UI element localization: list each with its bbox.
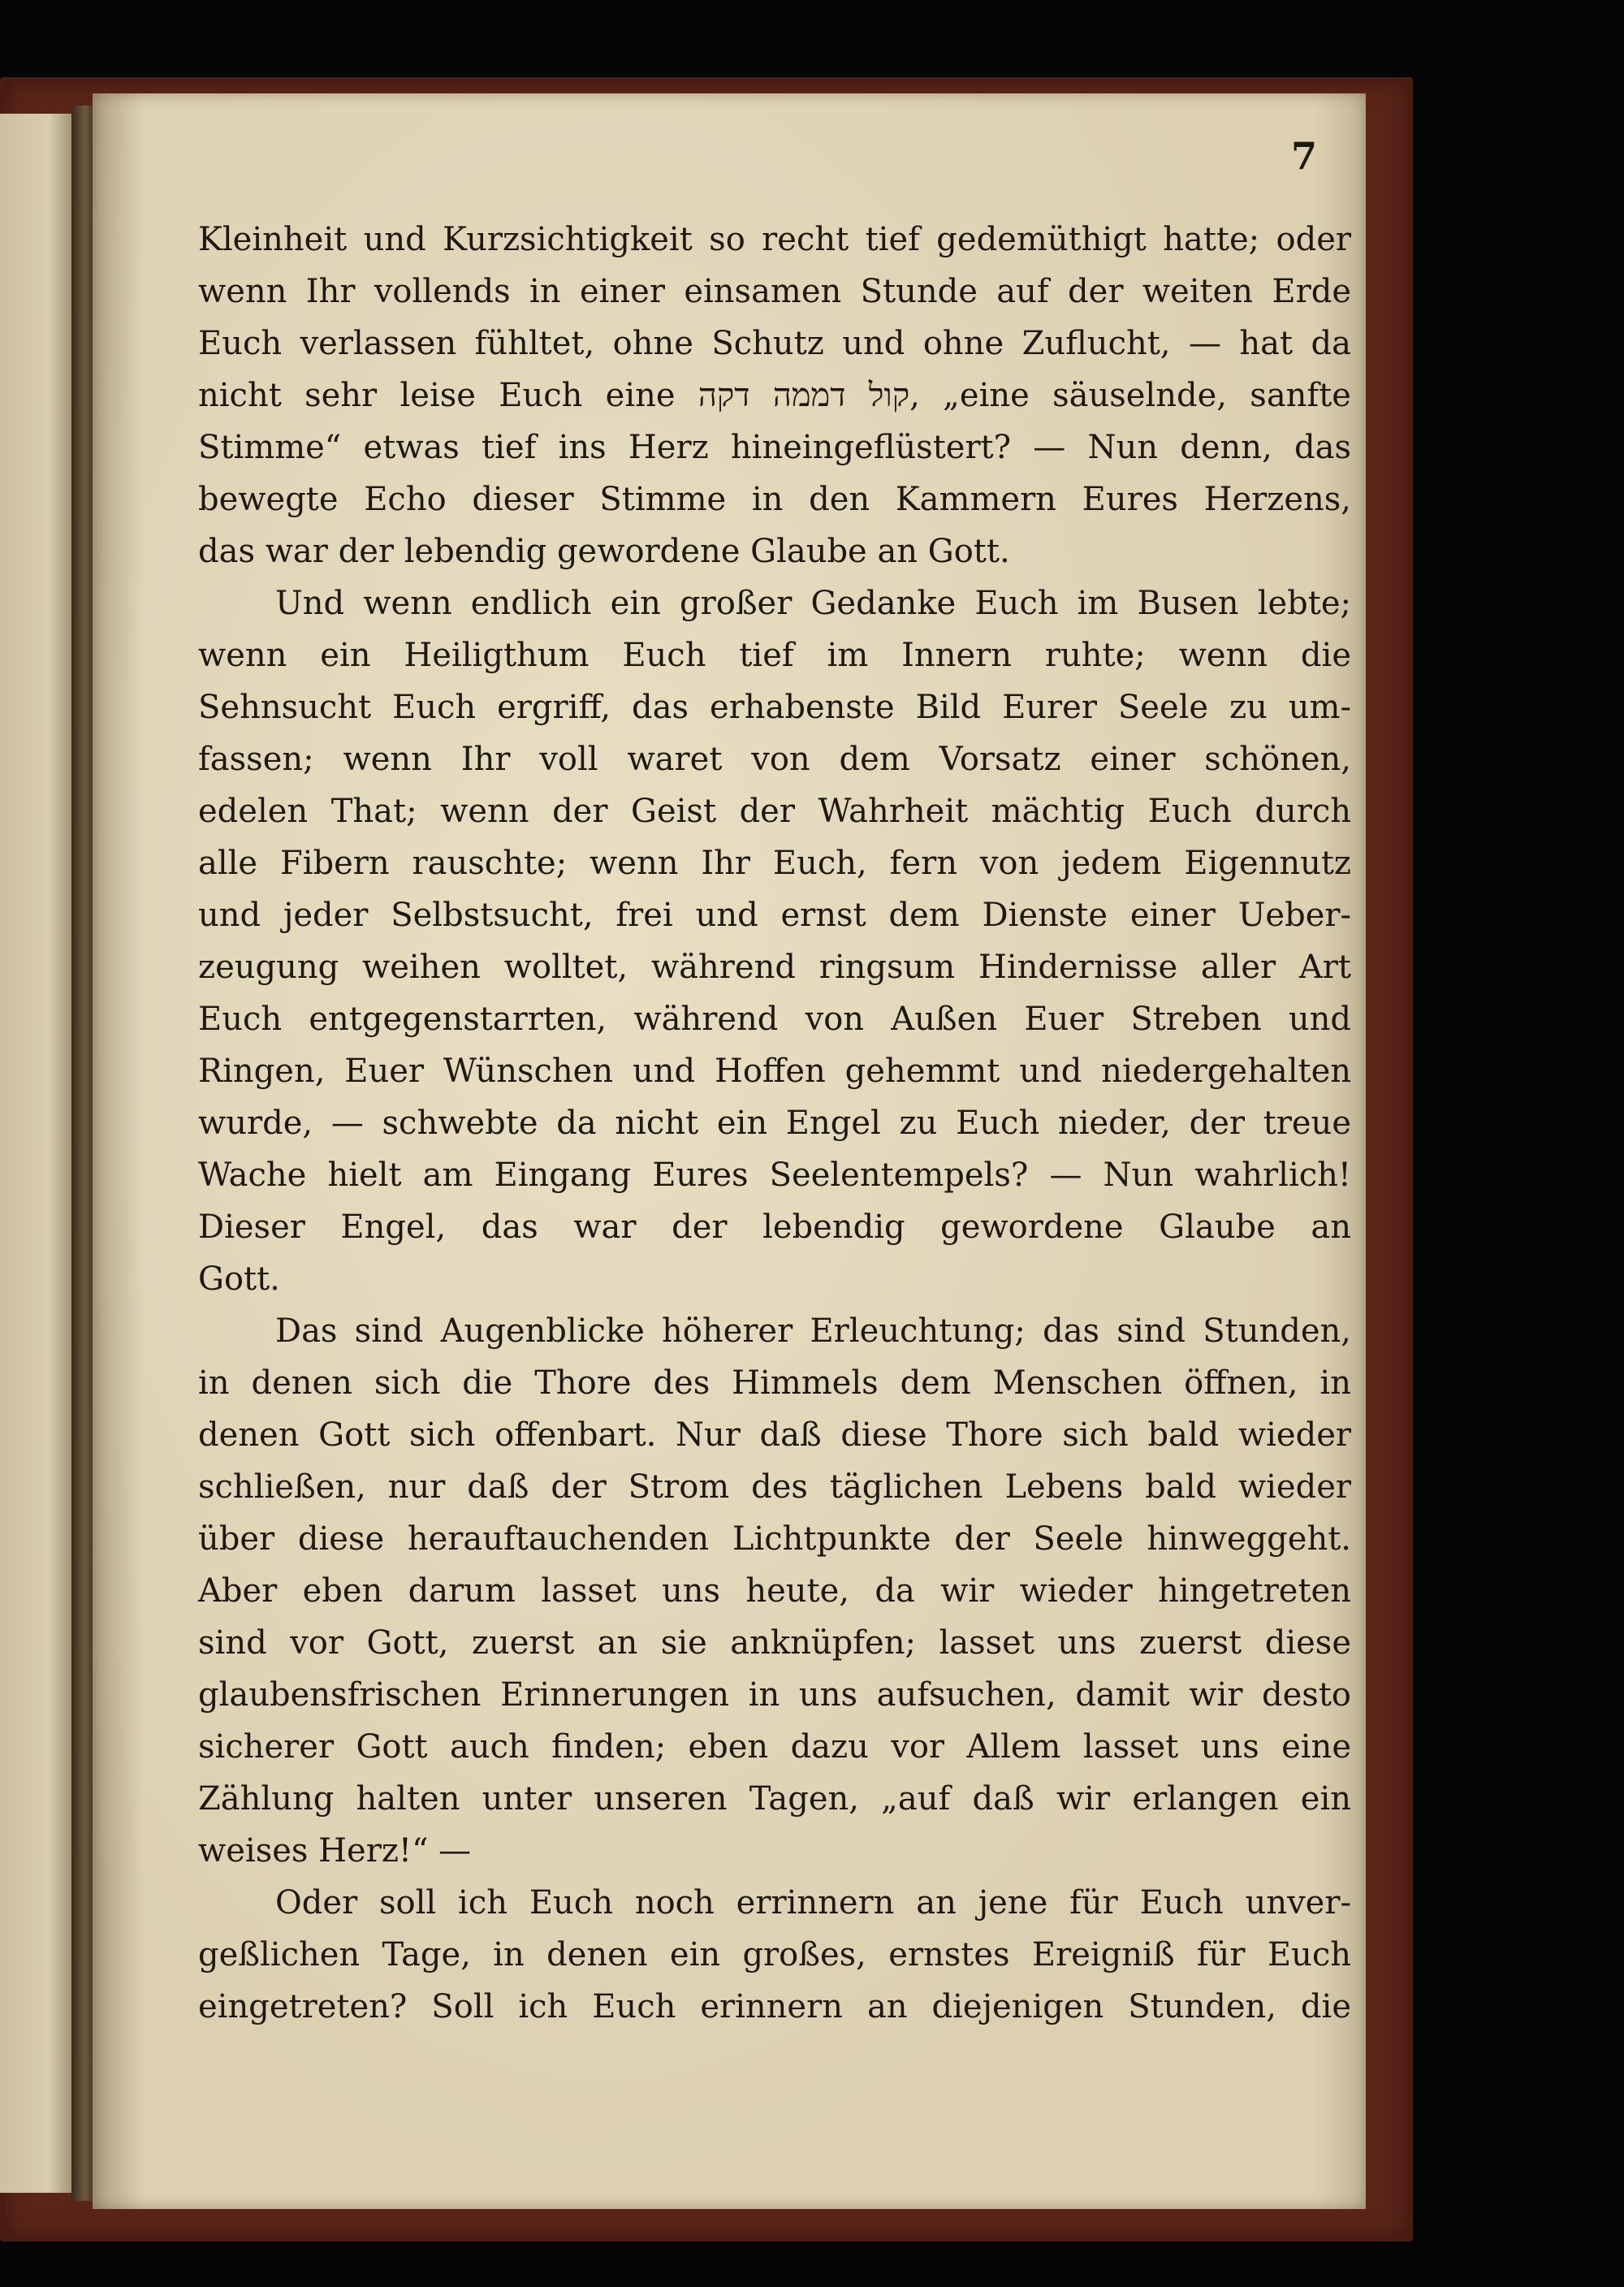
text-line: Sehnsucht Euch ergriff, das erhabenste Bild Eurer Seele zu um- [198, 689, 1351, 726]
page-number: 7 [1290, 134, 1317, 178]
text-line: und jeder Selbstsucht, frei und ernst dem Dienste einer Ueber- [198, 897, 1351, 934]
text-line: in denen sich die Thore des Himmels dem Menschen öffnen, in [198, 1364, 1351, 1402]
text-line: bewegte Echo dieser Stimme in den Kammern Eures Herzens, [198, 481, 1351, 518]
text-line: alle Fibern rauschte; wenn Ihr Euch, fern von jedem Eigennutz [198, 845, 1351, 882]
facing-page-edge [0, 114, 81, 2193]
text-line: weises Herz!“ — [198, 1832, 472, 1870]
text-line: Ringen, Euer Wünschen und Hoffen gehemmt und niedergehalten [198, 1053, 1351, 1090]
text-line: über diese herauftauchenden Lichtpunkte der Seele hinweggeht. [198, 1520, 1351, 1558]
book-page [93, 93, 1366, 2209]
text-line: Und wenn endlich ein großer Gedanke Euch im Busen lebte; [275, 585, 1351, 622]
text-line: Kleinheit und Kurzsichtigkeit so recht tief gedemüthigt hatte; oder [198, 221, 1351, 258]
text-line: nicht sehr leise Euch eine קול דממה דקה, „eine säuselnde, sanfte [198, 377, 1351, 414]
text-line: denen Gott sich offenbart. Nur daß diese Thore sich bald wieder [198, 1416, 1351, 1454]
text-line: geßlichen Tage, in denen ein großes, ernstes Ereigniß für Euch [198, 1936, 1351, 1974]
text-line: wurde, — schwebte da nicht ein Engel zu Euch nieder, der treue [198, 1105, 1351, 1142]
text-line: Euch verlassen fühltet, ohne Schutz und ohne Zuflucht, — hat da [198, 325, 1351, 362]
text-line: Euch entgegenstarrten, während von Außen Euer Streben und [198, 1001, 1351, 1038]
text-line: wenn ein Heiligthum Euch tief im Innern ruhte; wenn die [198, 637, 1351, 674]
text-line: Zählung halten unter unseren Tagen, „auf daß wir erlangen ein [198, 1780, 1351, 1818]
text-line: eingetreten? Soll ich Euch erinnern an diejenigen Stunden, die [198, 1988, 1351, 2025]
text-line: schließen, nur daß der Strom des täglichen Lebens bald wieder [198, 1468, 1351, 1506]
text-line: glaubensfrischen Erinnerungen in uns aufsuchen, damit wir desto [198, 1676, 1351, 1714]
text-line: das war der lebendig gewordene Glaube an Gott. [198, 533, 1010, 570]
text-line: Wache hielt am Eingang Eures Seelentempels? — Nun wahrlich! [198, 1156, 1351, 1194]
text-line: Gott. [198, 1260, 280, 1298]
text-line: Dieser Engel, das war der lebendig gewordene Glaube an [198, 1208, 1351, 1246]
text-line: wenn Ihr vollends in einer einsamen Stunde auf der weiten Erde [198, 273, 1351, 310]
text-line: Oder soll ich Euch noch errinnern an jene für Euch unver- [275, 1884, 1351, 1922]
text-line: Aber eben darum lasset uns heute, da wir wieder hingetreten [198, 1572, 1351, 1610]
text-line: fassen; wenn Ihr voll waret von dem Vorsatz einer schönen, [198, 741, 1351, 778]
text-line: Das sind Augenblicke höherer Erleuchtung; das sind Stunden, [275, 1312, 1351, 1350]
text-line: Stimme“ etwas tief ins Herz hineingeflüstert? — Nun denn, das [198, 429, 1351, 466]
text-line: zeugung weihen wolltet, während ringsum Hindernisse aller Art [198, 949, 1351, 986]
text-line: sicherer Gott auch finden; eben dazu vor Allem lasset uns eine [198, 1728, 1351, 1766]
page-text [198, 214, 1351, 2033]
text-line: edelen That; wenn der Geist der Wahrheit mächtig Euch durch [198, 793, 1351, 830]
text-line: sind vor Gott, zuerst an sie anknüpfen; lasset uns zuerst diese [198, 1624, 1351, 1662]
